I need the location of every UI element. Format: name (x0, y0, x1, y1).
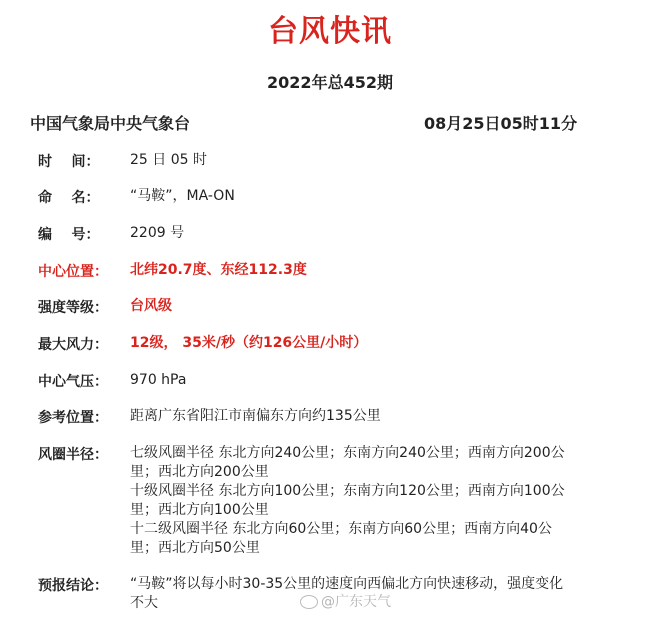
name-value: “马鞍”，MA-ON (130, 188, 235, 204)
weibo-icon (300, 595, 318, 609)
reference-value: 距离广东省阳江市南偏东方向约135公里 (130, 408, 381, 424)
watermark-text: @广东天气 (321, 594, 391, 610)
time-label: 时 间： (38, 154, 100, 170)
intensity-label: 强度等级： (38, 300, 108, 316)
forecast-label: 预报结论： (38, 578, 108, 594)
number-value: 2209 号 (130, 225, 185, 241)
max-wind-label: 最大风力： (38, 337, 108, 353)
wind-radius-10: 十级风圈半径 东北方向100公里；东南方向120公里；西南方向100公里；西北方向100公里 (130, 483, 565, 518)
issue-number: 2022年总452期 (267, 73, 393, 92)
name-label: 命 名： (38, 190, 100, 206)
reference-label: 参考位置： (38, 410, 108, 426)
forecast-value: “马鞍”将以每小时30-35公里的速度向西偏北方向快速移动，强度变化不大 (130, 576, 564, 611)
page-title: 台风快讯 (268, 14, 392, 49)
wind-radius-12: 十二级风圈半径 东北方向60公里；东南方向60公里；西南方向40公里；西北方向50公里 (130, 521, 552, 556)
pressure-label: 中心气压： (38, 374, 108, 390)
center-label: 中心位置： (38, 264, 108, 280)
wind-radius-label: 风圈半径： (38, 447, 108, 463)
max-wind-value: 12级， 35米/秒（约126公里/小时） (130, 335, 368, 351)
wind-radius-value (130, 444, 570, 558)
wind-radius-7: 七级风圈半径 东北方向240公里；东南方向240公里；西南方向200公里；西北方向200公里 (130, 445, 565, 480)
organization: 中国气象局中央气象台 (30, 114, 191, 133)
time-value: 25 日 05 时 (130, 152, 207, 168)
issue-datetime: 08月25日05时11分 (424, 114, 578, 133)
number-label: 编 号： (38, 227, 100, 243)
center-value: 北纬20.7度、东经112.3度 (130, 262, 307, 278)
weibo-watermark (300, 591, 391, 611)
intensity-value: 台风级 (130, 298, 172, 314)
pressure-value: 970 hPa (130, 372, 187, 388)
